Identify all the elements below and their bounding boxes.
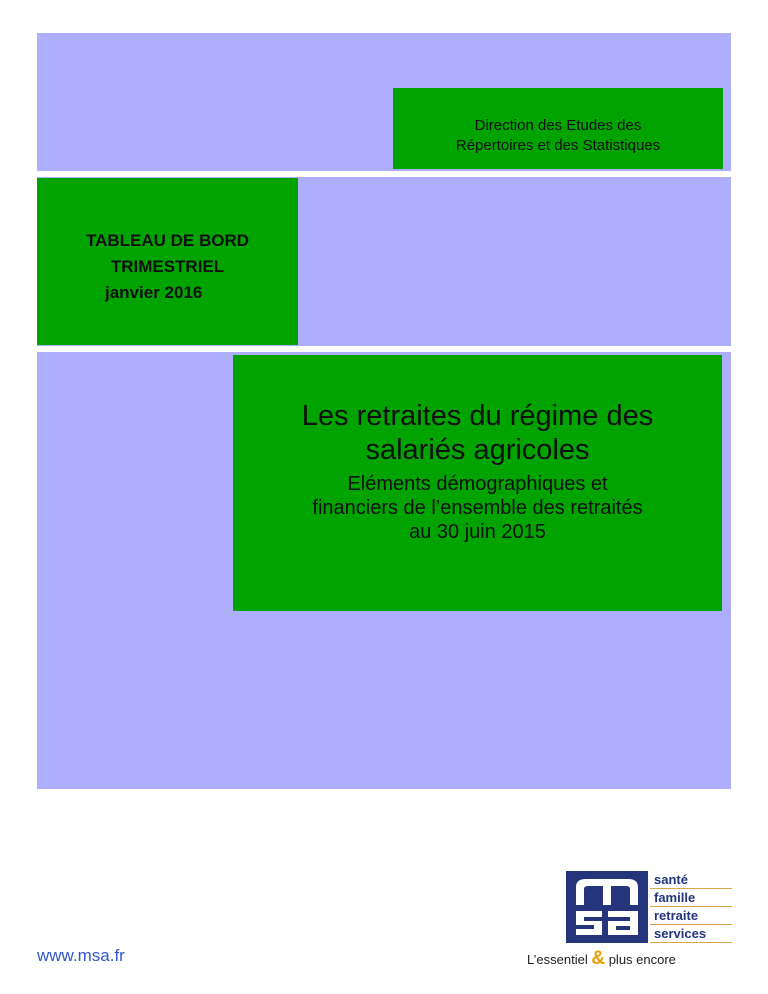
department-line-2: Répertoires et des Statistiques: [455, 137, 661, 154]
tagline-left: L’essentiel: [527, 952, 588, 967]
logo-word-services: services: [650, 925, 732, 943]
dashboard-box: [37, 178, 298, 345]
department-line-1: Direction des Etudes des: [474, 117, 642, 134]
main-title-box: [233, 355, 722, 611]
logo-words: [650, 871, 732, 943]
subtitle-line-1: Eléments démographiques et: [347, 473, 608, 495]
cover-divider-top: [37, 171, 731, 177]
dashboard-title-line-1: TABLEAU DE BORD: [85, 231, 250, 250]
subtitle-line-2: financiers de l’ensemble des retraités: [312, 497, 643, 519]
main-title-line-2: salariés agricoles: [365, 434, 590, 466]
dashboard-date: janvier 2016: [105, 283, 203, 302]
dashboard-title-line-2: TRIMESTRIEL: [110, 257, 225, 276]
cover-divider-middle: [37, 346, 731, 352]
tagline-ampersand: &: [591, 948, 606, 969]
msa-logo-icon: [566, 871, 648, 943]
department-box: [393, 88, 723, 169]
logo-word-famille: famille: [650, 889, 732, 907]
tagline-right: plus encore: [608, 952, 676, 967]
tagline: [527, 948, 676, 970]
logo-word-sante: santé: [650, 871, 732, 889]
logo-word-retraite: retraite: [650, 907, 732, 925]
subtitle-line-3: au 30 juin 2015: [409, 521, 546, 543]
main-title-line-1: Les retraites du régime des: [301, 400, 654, 432]
website-link[interactable]: www.msa.fr: [37, 946, 125, 965]
